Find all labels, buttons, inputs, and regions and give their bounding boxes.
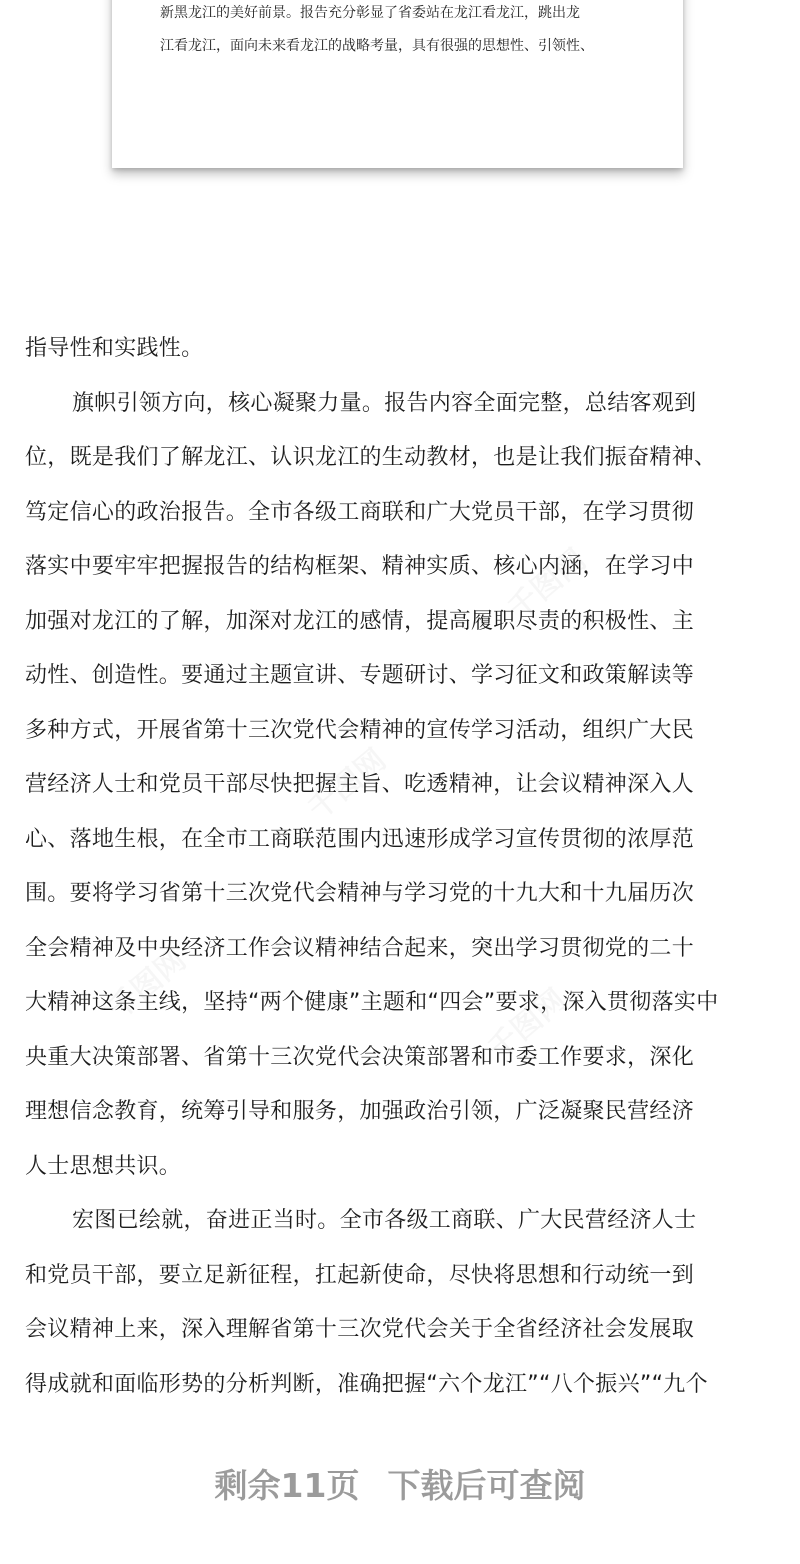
article-line: 动性、创造性。要通过主题宣讲、专题研讨、学习征文和政策解读等 xyxy=(25,663,695,688)
article-line: 大精神这条主线，坚持“两个健康”主题和“四会”要求，深入贯彻落实中 xyxy=(25,990,719,1015)
remaining-pages-label: 剩余11页 xyxy=(214,1466,360,1505)
article-line: 会议精神上来，深入理解省第十三次党代会关于全省经济社会发展取 xyxy=(25,1317,695,1342)
preview-line: 新黑龙江的美好前景。报告充分彰显了省委站在龙江看龙江，跳出龙 xyxy=(160,5,580,21)
article-line: 围。要将学习省第十三次党代会精神与学习党的十九大和十九届历次 xyxy=(25,881,695,906)
preview-line: 江看龙江，面向未来看龙江的战略考量，具有很强的思想性、引领性、 xyxy=(160,38,594,54)
paragraph-start-line: 宏图已绘就，奋进正当时。全市各级工商联、广大民营经济人士 xyxy=(72,1208,697,1233)
article-line: 央重大决策部署、省第十三次党代会决策部署和市委工作要求，深化 xyxy=(25,1044,695,1070)
article-line: 位，既是我们了解龙江、认识龙江的生动教材，也是让我们振奋精神、 xyxy=(25,445,717,470)
article-line: 和党员干部，要立足新征程，扛起新使命，尽快将思想和行动统一到 xyxy=(25,1262,695,1288)
article-line: 笃定信心的政治报告。全市各级工商联和广大党员干部，在学习贯彻 xyxy=(25,499,695,525)
article-line: 人士思想共识。 xyxy=(25,1153,182,1179)
article-line: 心、落地生根，在全市工商联范围内迅速形成学习宣传贯彻的浓厚范 xyxy=(25,826,695,852)
preview-card xyxy=(112,0,683,168)
article-line: 落实中要牢牢把握报告的结构框架、精神实质、核心内涵，在学习中 xyxy=(25,554,695,579)
article-line: 全会精神及中央经济工作会议精神结合起来，突出学习贯彻党的二十 xyxy=(25,935,695,961)
article-line: 得成就和面临形势的分析判断，准确把握“六个龙江”“八个振兴”“九个 xyxy=(25,1371,708,1397)
article-line: 理想信念教育，统筹引导和服务，加强政治引领，广泛凝聚民营经济 xyxy=(25,1099,695,1124)
article-line: 营经济人士和党员干部尽快把握主旨、吃透精神，让会议精神深入人 xyxy=(25,772,695,797)
article-body xyxy=(25,322,785,1412)
read-more-banner[interactable] xyxy=(0,1462,800,1510)
download-hint-label: 下载后可查阅 xyxy=(387,1466,586,1505)
article-line: 多种方式，开展省第十三次党代会精神的宣传学习活动，组织广大民 xyxy=(25,717,695,743)
article-line: 指导性和实践性。 xyxy=(25,336,204,361)
paragraph-start-line: 旗帜引领方向，核心凝聚力量。报告内容全面完整，总结客观到 xyxy=(72,390,697,416)
article-line: 加强对龙江的了解，加深对龙江的感情，提高履职尽责的积极性、主 xyxy=(25,608,695,634)
